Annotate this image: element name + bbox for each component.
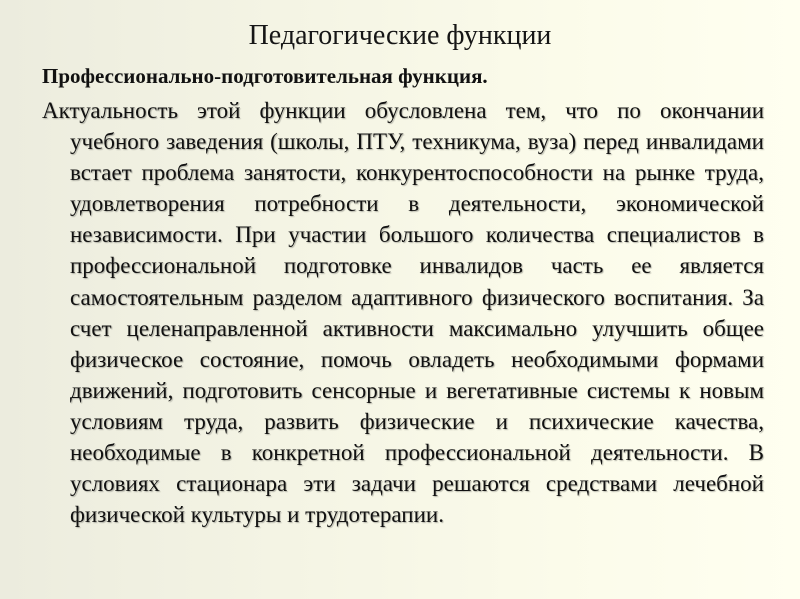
- slide-body-text: Актуальность этой функции обусловлена тем, что по окончании учебного заведения (школы, ПТУ, техникума, вуза) перед инвалидами встает проблема занятости, конкурентоспособности на рынке труда, удовлетворения потребности в деятельности, экономической независимости. При участии большого количества специалистов в профессиональной подготовке инвалидов часть ее является самостоятельным разделом адаптивного физического воспитания. За счет целенаправленной активности максимально улучшить общее физическое состояние, помочь овладеть необходимыми формами движений, подготовить сенсорные и вегетативные системы к новым условиям труда, развить физические и психические качества, необходимые в конкретной профессиональной деятельности. В условиях стационара эти задачи решаются средствами лечебной физической культуры и трудотерапии.: [42, 98, 764, 528]
- slide-title: Педагогические функции: [248, 20, 552, 51]
- slide-subtitle: Профессионально-подготовительная функция.: [42, 64, 488, 88]
